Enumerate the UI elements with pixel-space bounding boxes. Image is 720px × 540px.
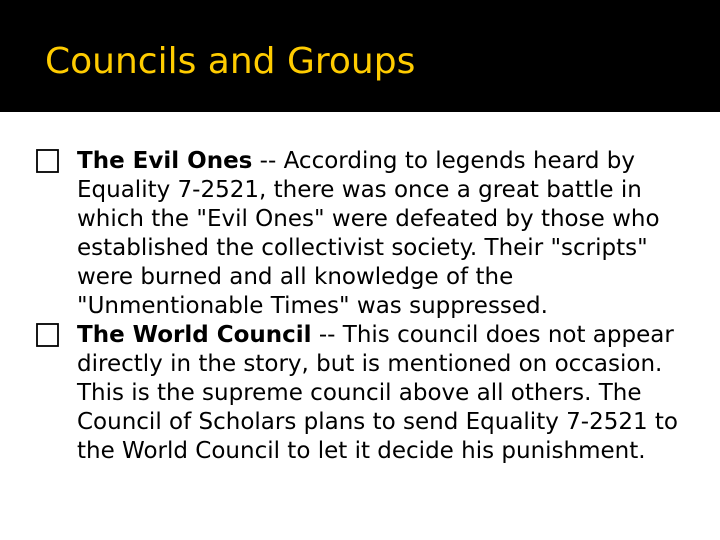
bullet-term: The World Council xyxy=(77,322,312,348)
bullet-term: The Evil Ones xyxy=(77,148,253,174)
bullet-item-evil-ones xyxy=(35,147,695,321)
missing-glyph-box-icon xyxy=(35,321,61,349)
bullet-item-world-council xyxy=(35,321,695,466)
slide-title: Councils and Groups xyxy=(45,41,416,82)
missing-glyph-box-icon xyxy=(35,147,61,175)
slide-body xyxy=(35,147,695,466)
bullet-text: -- According to legends heard by Equality 7-2521, there was once a great battle in which the "Evil Ones" were defeated by those who established the collectivist society. Their "scripts" were burned and all knowledge of the "Unmentionable Times" was suppressed. xyxy=(77,148,660,319)
title-bar xyxy=(0,0,720,112)
bullet-text: -- This council does not appear directly in the story, but is mentioned on occasion. This is the supreme council above all others. The Council of Scholars plans to send Equality 7-2521 to the World Council to let it decide his punishment. xyxy=(77,322,678,464)
